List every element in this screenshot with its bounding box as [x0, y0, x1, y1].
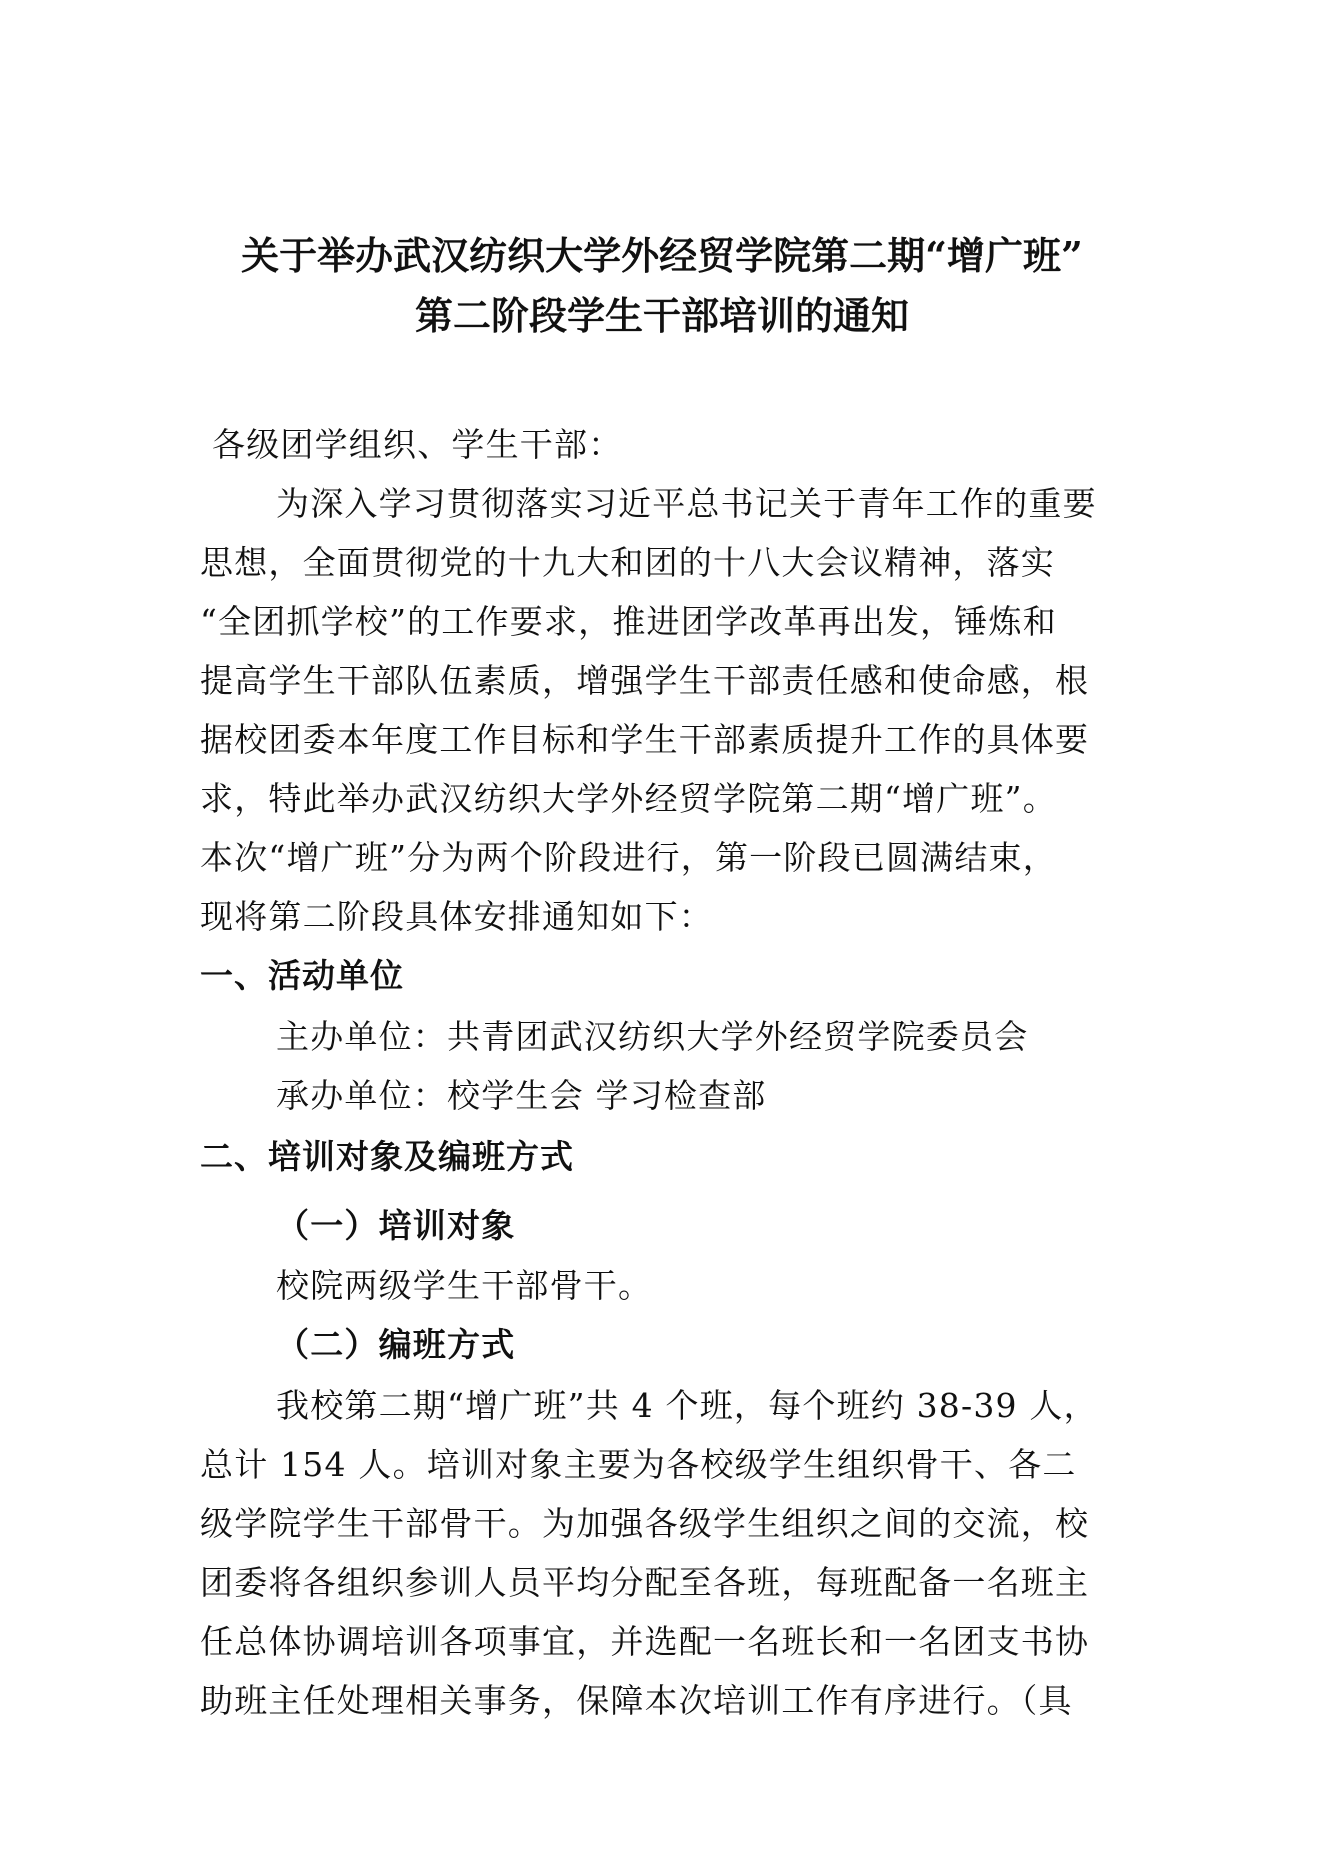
- intro-line: “全团抓学校”的工作要求，推进团学改革再出发，锤炼和: [200, 602, 1057, 641]
- host-unit: 主办单位：共青团武汉纺织大学外经贸学院委员会: [276, 1017, 1029, 1056]
- intro-line: 本次“增广班”分为两个阶段进行，第一阶段已圆满结束，: [200, 838, 1057, 877]
- intro-line: 求，特此举办武汉纺织大学外经贸学院第二期“增广班”。: [200, 779, 1057, 818]
- intro-line: 现将第二阶段具体安排通知如下：: [200, 897, 713, 936]
- organizer-unit: 承办单位：校学生会 学习检查部: [276, 1076, 767, 1115]
- body-line: 总计 154 人。培训对象主要为各校级学生组织骨干、各二: [200, 1445, 1077, 1484]
- intro-line: 据校团委本年度工作目标和学生干部素质提升工作的具体要: [200, 720, 1090, 759]
- title-line-1: 关于举办武汉纺织大学外经贸学院第二期“增广班”: [241, 233, 1083, 278]
- body-line: 任总体协调培训各项事宜，并选配一名班长和一名团支书协: [200, 1622, 1090, 1661]
- section-2-heading: 二、培训对象及编班方式: [200, 1137, 574, 1176]
- title-line-2: 第二阶段学生干部培训的通知: [414, 293, 909, 338]
- body-line: 级学院学生干部骨干。为加强各级学生组织之间的交流，校: [200, 1504, 1090, 1543]
- body-line: 团委将各组织参训人员平均分配至各班，每班配备一名班主: [200, 1563, 1090, 1602]
- section-1-heading: 一、活动单位: [200, 956, 404, 995]
- intro-line: 提高学生干部队伍素质，增强学生干部责任感和使命感，根: [200, 661, 1090, 700]
- salutation: 各级团学组织、学生干部：: [212, 425, 623, 464]
- intro-line: 思想，全面贯彻党的十九大和团的十八大会议精神，落实: [200, 543, 1055, 582]
- subsection-2-heading: （二）编班方式: [276, 1325, 516, 1364]
- body-line: 我校第二期“增广班”共 4 个班，每个班约 38-39 人，: [276, 1386, 1098, 1425]
- body-line: 助班主任处理相关事务，保障本次培训工作有序进行。（具: [200, 1681, 1073, 1720]
- subsection-1-text: 校院两级学生干部骨干。: [276, 1266, 653, 1305]
- intro-line: 为深入学习贯彻落实习近平总书记关于青年工作的重要: [276, 484, 1097, 523]
- subsection-1-heading: （一）培训对象: [276, 1206, 516, 1245]
